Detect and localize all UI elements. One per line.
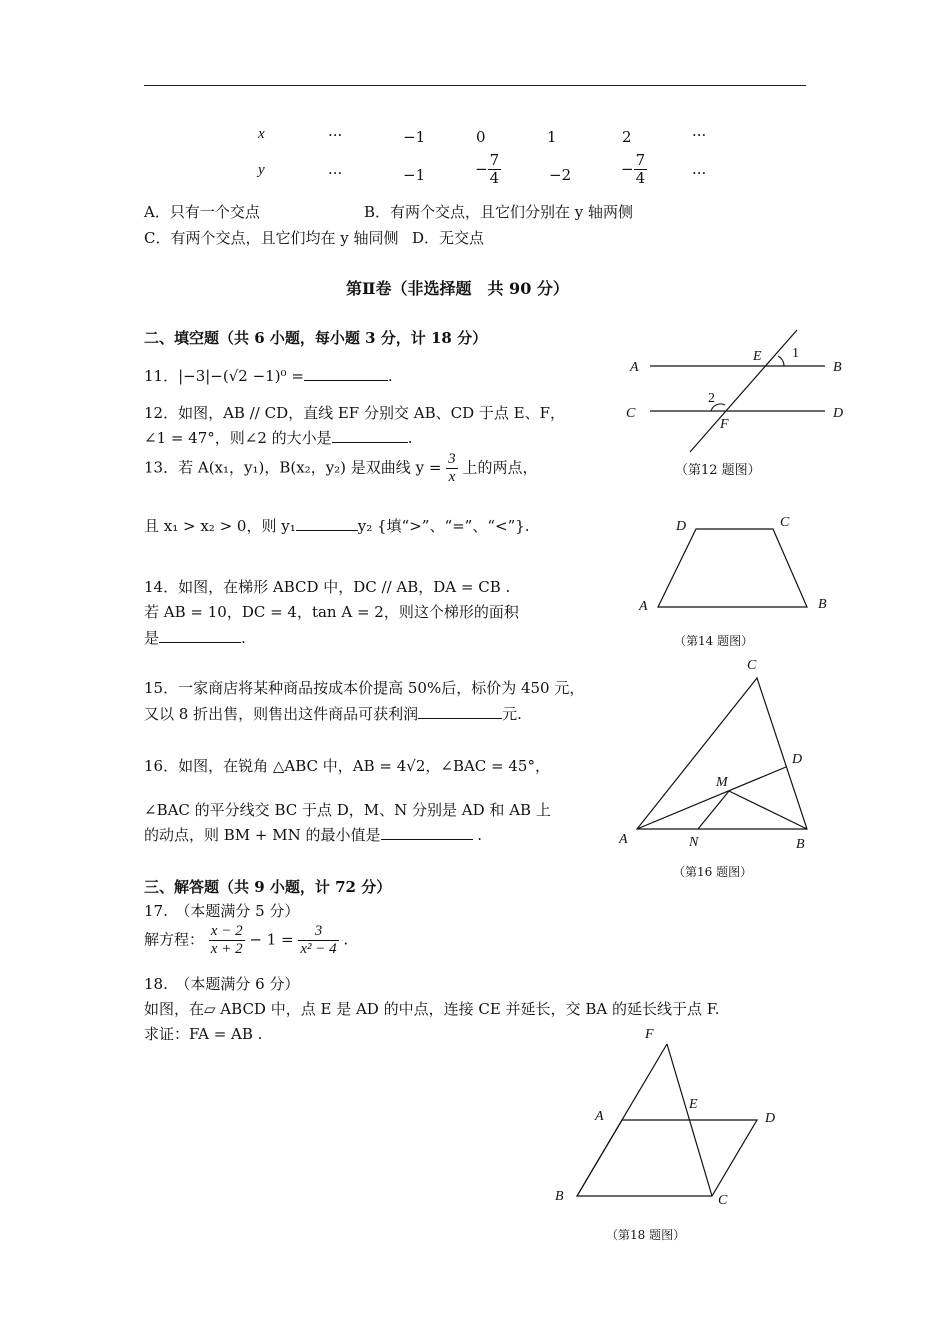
fig16-label-d: D	[792, 752, 803, 767]
table-y-cell: ···	[328, 164, 343, 182]
fig12-label-a: A	[630, 360, 639, 375]
fig16-label-a: A	[619, 832, 628, 847]
question-11: 11．|−3|−(√2 −1)⁰ = .	[144, 367, 393, 385]
fig18-label-b: B	[555, 1189, 564, 1204]
q15-line2-pre: 又以 8 折出售，则售出这件商品可获利润	[144, 705, 419, 723]
q14-line3-text: 是	[144, 629, 160, 647]
fig16-label-b: B	[796, 837, 805, 852]
fig12-angle-2: 2	[708, 391, 715, 406]
q17-fraction-right	[298, 923, 338, 957]
fig14-label-b: B	[818, 597, 827, 612]
figure-18	[545, 1020, 795, 1250]
section3-title: 三、解答题（共 9 小题，计 72 分）	[144, 878, 392, 896]
fig18-caption: （第18 题图）	[606, 1228, 686, 1242]
question-16-line1: 16．如图，在锐角 △ABC 中，AB = 4√2，∠BAC = 45°，	[144, 757, 550, 775]
table-x-label: x	[258, 126, 265, 142]
q12-text: ∠1 = 47°，则∠2 的大小是	[144, 429, 332, 447]
q17-frac2-num: 3	[298, 923, 338, 941]
table-y-label: y	[258, 162, 265, 178]
fig14-label-a: A	[639, 599, 648, 614]
table-x-cell: ···	[328, 126, 343, 144]
question-13-line1	[144, 451, 537, 485]
q13-frac-den: x	[448, 468, 456, 485]
parallelogram-abcd	[577, 1120, 757, 1196]
fig12-angle-1: 1	[792, 346, 799, 361]
answer-blank	[296, 516, 358, 531]
angle-1-arc	[778, 356, 784, 366]
q17-frac2-den: x² − 4	[300, 940, 337, 957]
fig12-label-f: F	[720, 417, 729, 432]
question-14-line1: 14．如图，在梯形 ABCD 中，DC // AB，DA = CB .	[144, 578, 511, 596]
q13-frac-num: 3	[448, 451, 456, 467]
option-a: A．只有一个交点	[144, 203, 260, 221]
fig16-caption: （第16 题图）	[673, 865, 753, 879]
fig18-label-d: D	[765, 1111, 776, 1126]
fig12-label-b: B	[833, 360, 842, 375]
question-12-line1: 12．如图，AB // CD，直线 EF 分别交 AB、CD 于点 E、F，	[144, 404, 566, 422]
q13-fraction	[446, 451, 458, 485]
question-12-line2: ∠1 = 47°，则∠2 的大小是 .	[144, 429, 413, 447]
fig12-label-e: E	[753, 349, 762, 364]
table-x-cell: 1	[547, 128, 557, 146]
fig12-label-d: D	[833, 406, 844, 421]
part2-title: 第Ⅱ卷（非选择题 共 90 分）	[346, 279, 569, 298]
fig14-caption: （第14 题图）	[674, 634, 754, 648]
q15-line2-post: 元.	[502, 705, 522, 723]
segment-ad	[637, 767, 786, 829]
q13-line2-post: y₂ {填“>”、“=”、“<”}.	[357, 517, 530, 535]
table-y-cell: −1	[403, 166, 426, 184]
q13-text-post: 上的两点，	[462, 458, 538, 477]
segment-mb	[729, 791, 807, 829]
fig16-label-n: N	[689, 835, 699, 850]
q13-text-pre: 13．若 A(x₁，y₁)，B(x₂，y₂) 是双曲线 y =	[144, 458, 442, 477]
trapezoid-abcd	[658, 529, 807, 607]
option-d: D．无交点	[412, 229, 485, 247]
question-15-line2	[144, 703, 522, 724]
fig12-label-c: C	[626, 406, 636, 421]
table-x-cell: ···	[692, 126, 707, 144]
q11-text: 11．|−3|−(√2 −1)⁰ =	[144, 367, 304, 385]
table-x-cell: −1	[403, 128, 426, 146]
q17-mid: − 1 =	[249, 930, 294, 949]
figure-14	[630, 508, 840, 653]
question-18-line1: 如图，在▱ ABCD 中，点 E 是 AD 的中点，连接 CE 并延长，交 BA 的延长线于点 F.	[144, 1000, 720, 1018]
q16-line3-pre: 的动点，则 BM + MN 的最小值是	[144, 826, 381, 844]
fig14-label-d: D	[676, 519, 687, 534]
question-18-title: 18. （本题满分 6 分）	[144, 975, 300, 993]
q17-frac1-den: x + 2	[210, 940, 243, 957]
table-x-cell: 0	[476, 128, 486, 146]
q17-frac1-num: x − 2	[210, 923, 243, 939]
header-rule	[144, 85, 806, 86]
fig18-label-c: C	[718, 1193, 728, 1208]
q17-fraction-left	[209, 923, 245, 957]
question-17-equation: 解方程： $\frac{x - 2}{x + 2}$ − 1 = $\frac{3}{\text{x² − 4}}$ .	[144, 923, 349, 957]
answer-blank	[332, 428, 408, 443]
question-13-line2	[144, 515, 530, 536]
option-c: C．有两个交点，且它们均在 y 轴同侧	[144, 229, 399, 247]
answer-blank	[418, 704, 502, 719]
question-18-line2: 求证：FA = AB .	[144, 1025, 263, 1043]
triangle-abc	[637, 678, 807, 829]
answer-blank	[381, 825, 473, 840]
question-16-line3: 的动点，则 BM + MN 的最小值是 .	[144, 826, 483, 844]
question-14-line3: 是 .	[144, 629, 246, 647]
table-y-cell-fraction: − $\frac{7}{4}$	[475, 151, 500, 187]
section2-title: 二、填空题（共 6 小题，每小题 3 分，计 18 分）	[144, 329, 488, 347]
table-y-cell: ···	[692, 164, 707, 182]
figure-12	[620, 325, 850, 485]
table-y-cell-fraction: − $\frac{7}{4}$	[621, 151, 646, 187]
q13-line2-pre: 且 x₁ > x₂ > 0，则 y₁	[144, 517, 296, 535]
question-14-line2: 若 AB = 10，DC = 4，tan A = 2，则这个梯形的面积	[144, 603, 519, 621]
fig18-label-e: E	[689, 1097, 698, 1112]
fig18-label-f: F	[645, 1027, 654, 1042]
fig14-label-c: C	[780, 515, 790, 530]
question-16-line2: ∠BAC 的平分线交 BC 于点 D，M、N 分别是 AD 和 AB 上	[144, 801, 551, 819]
fig12-caption: （第12 题图）	[675, 463, 761, 478]
fig16-label-c: C	[747, 658, 757, 673]
fig18-label-a: A	[595, 1109, 604, 1124]
question-15-line1: 15．一家商店将某种商品按成本价提高 50%后，标价为 450 元，	[144, 679, 585, 697]
option-b: B．有两个交点，且它们分别在 y 轴两侧	[364, 203, 634, 221]
table-x-cell: 2	[622, 128, 632, 146]
q17-pre: 解方程：	[144, 930, 205, 949]
answer-blank	[159, 628, 241, 643]
question-17-title: 17. （本题满分 5 分）	[144, 902, 300, 920]
table-y-cell: −2	[549, 166, 572, 184]
line-ef	[690, 330, 797, 452]
answer-blank	[304, 366, 388, 381]
fig16-label-m: M	[716, 775, 728, 790]
figure-16	[610, 655, 830, 885]
